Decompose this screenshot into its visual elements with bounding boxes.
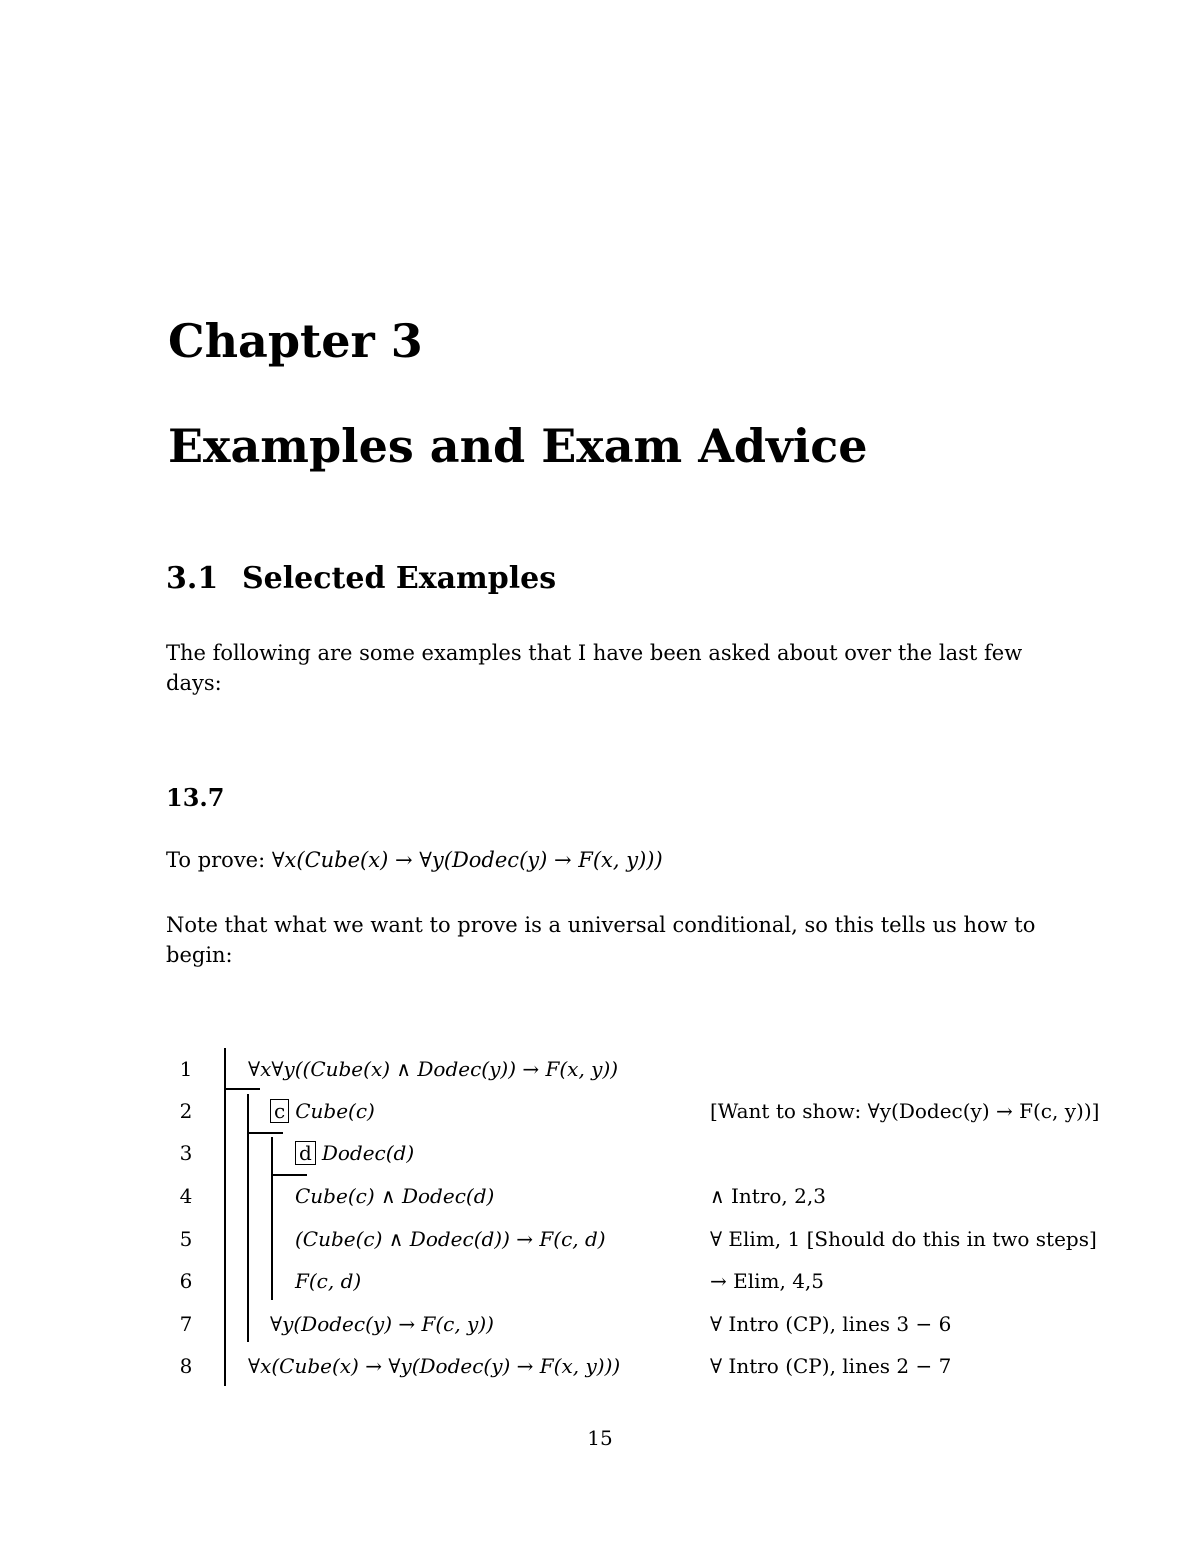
- proof-formula-row: [295, 1139, 414, 1167]
- boxed-constant: d: [295, 1141, 316, 1165]
- proof-main-scope-line: [224, 1048, 226, 1386]
- proof-formula: ∀y(Dodec(y) → F(c, y)): [270, 1312, 494, 1336]
- proof-justification: ∀ Intro (CP), lines 3 − 6: [710, 1312, 952, 1336]
- proof-justification: → Elim, 4,5: [710, 1269, 824, 1293]
- line-number: 5: [179, 1227, 193, 1251]
- proof-formula-row: [270, 1097, 375, 1125]
- line-number: 8: [179, 1354, 193, 1378]
- intro-paragraph: The following are some examples that I have been asked about over the last few days:: [166, 641, 1023, 695]
- note-paragraph: Note that what we want to prove is a universal conditional, so this tells us how to begin:: [166, 913, 1036, 967]
- section-title: Selected Examples: [242, 561, 557, 596]
- to-prove-formula: ∀x(Cube(x) → ∀y(Dodec(y) → F(x, y))): [271, 848, 663, 872]
- proof-justification: ∀ Intro (CP), lines 2 − 7: [710, 1354, 952, 1378]
- to-prove-label: To prove:: [166, 848, 266, 872]
- line-number: 6: [179, 1269, 193, 1293]
- subproof-1-divider: [247, 1132, 283, 1134]
- section-number: 3.1: [166, 561, 219, 596]
- proof-justification: ∧ Intro, 2,3: [710, 1184, 826, 1208]
- proof-formula: Dodec(d): [321, 1141, 415, 1165]
- line-number: 1: [179, 1057, 193, 1081]
- subproof-2-scope-line: [271, 1137, 273, 1300]
- line-number: 4: [179, 1184, 193, 1208]
- line-number: 7: [179, 1312, 193, 1336]
- proof-formula: ∀x∀y((Cube(x) ∧ Dodec(y)) → F(x, y)): [248, 1057, 619, 1081]
- proof-formula: Cube(c): [295, 1099, 375, 1123]
- premise-divider: [224, 1088, 260, 1090]
- chapter-title: Examples and Exam Advice: [168, 419, 868, 473]
- proof-formula: (Cube(c) ∧ Dodec(d)) → F(c, d): [295, 1227, 606, 1251]
- proof-formula: Cube(c) ∧ Dodec(d): [295, 1184, 495, 1208]
- proof-justification: [Want to show: ∀y(Dodec(y) → F(c, y))]: [710, 1099, 1100, 1123]
- line-number: 2: [179, 1099, 193, 1123]
- subproof-2-divider: [271, 1174, 307, 1176]
- proof-justification: ∀ Elim, 1 [Should do this in two steps]: [710, 1227, 1097, 1251]
- boxed-constant: c: [270, 1099, 289, 1123]
- proof-formula: F(c, d): [295, 1269, 362, 1293]
- page-number: 15: [587, 1426, 613, 1450]
- chapter-label: Chapter 3: [168, 314, 423, 368]
- line-number: 3: [179, 1141, 193, 1165]
- subsection-heading: 13.7: [166, 783, 225, 812]
- proof-formula: ∀x(Cube(x) → ∀y(Dodec(y) → F(x, y))): [248, 1354, 621, 1378]
